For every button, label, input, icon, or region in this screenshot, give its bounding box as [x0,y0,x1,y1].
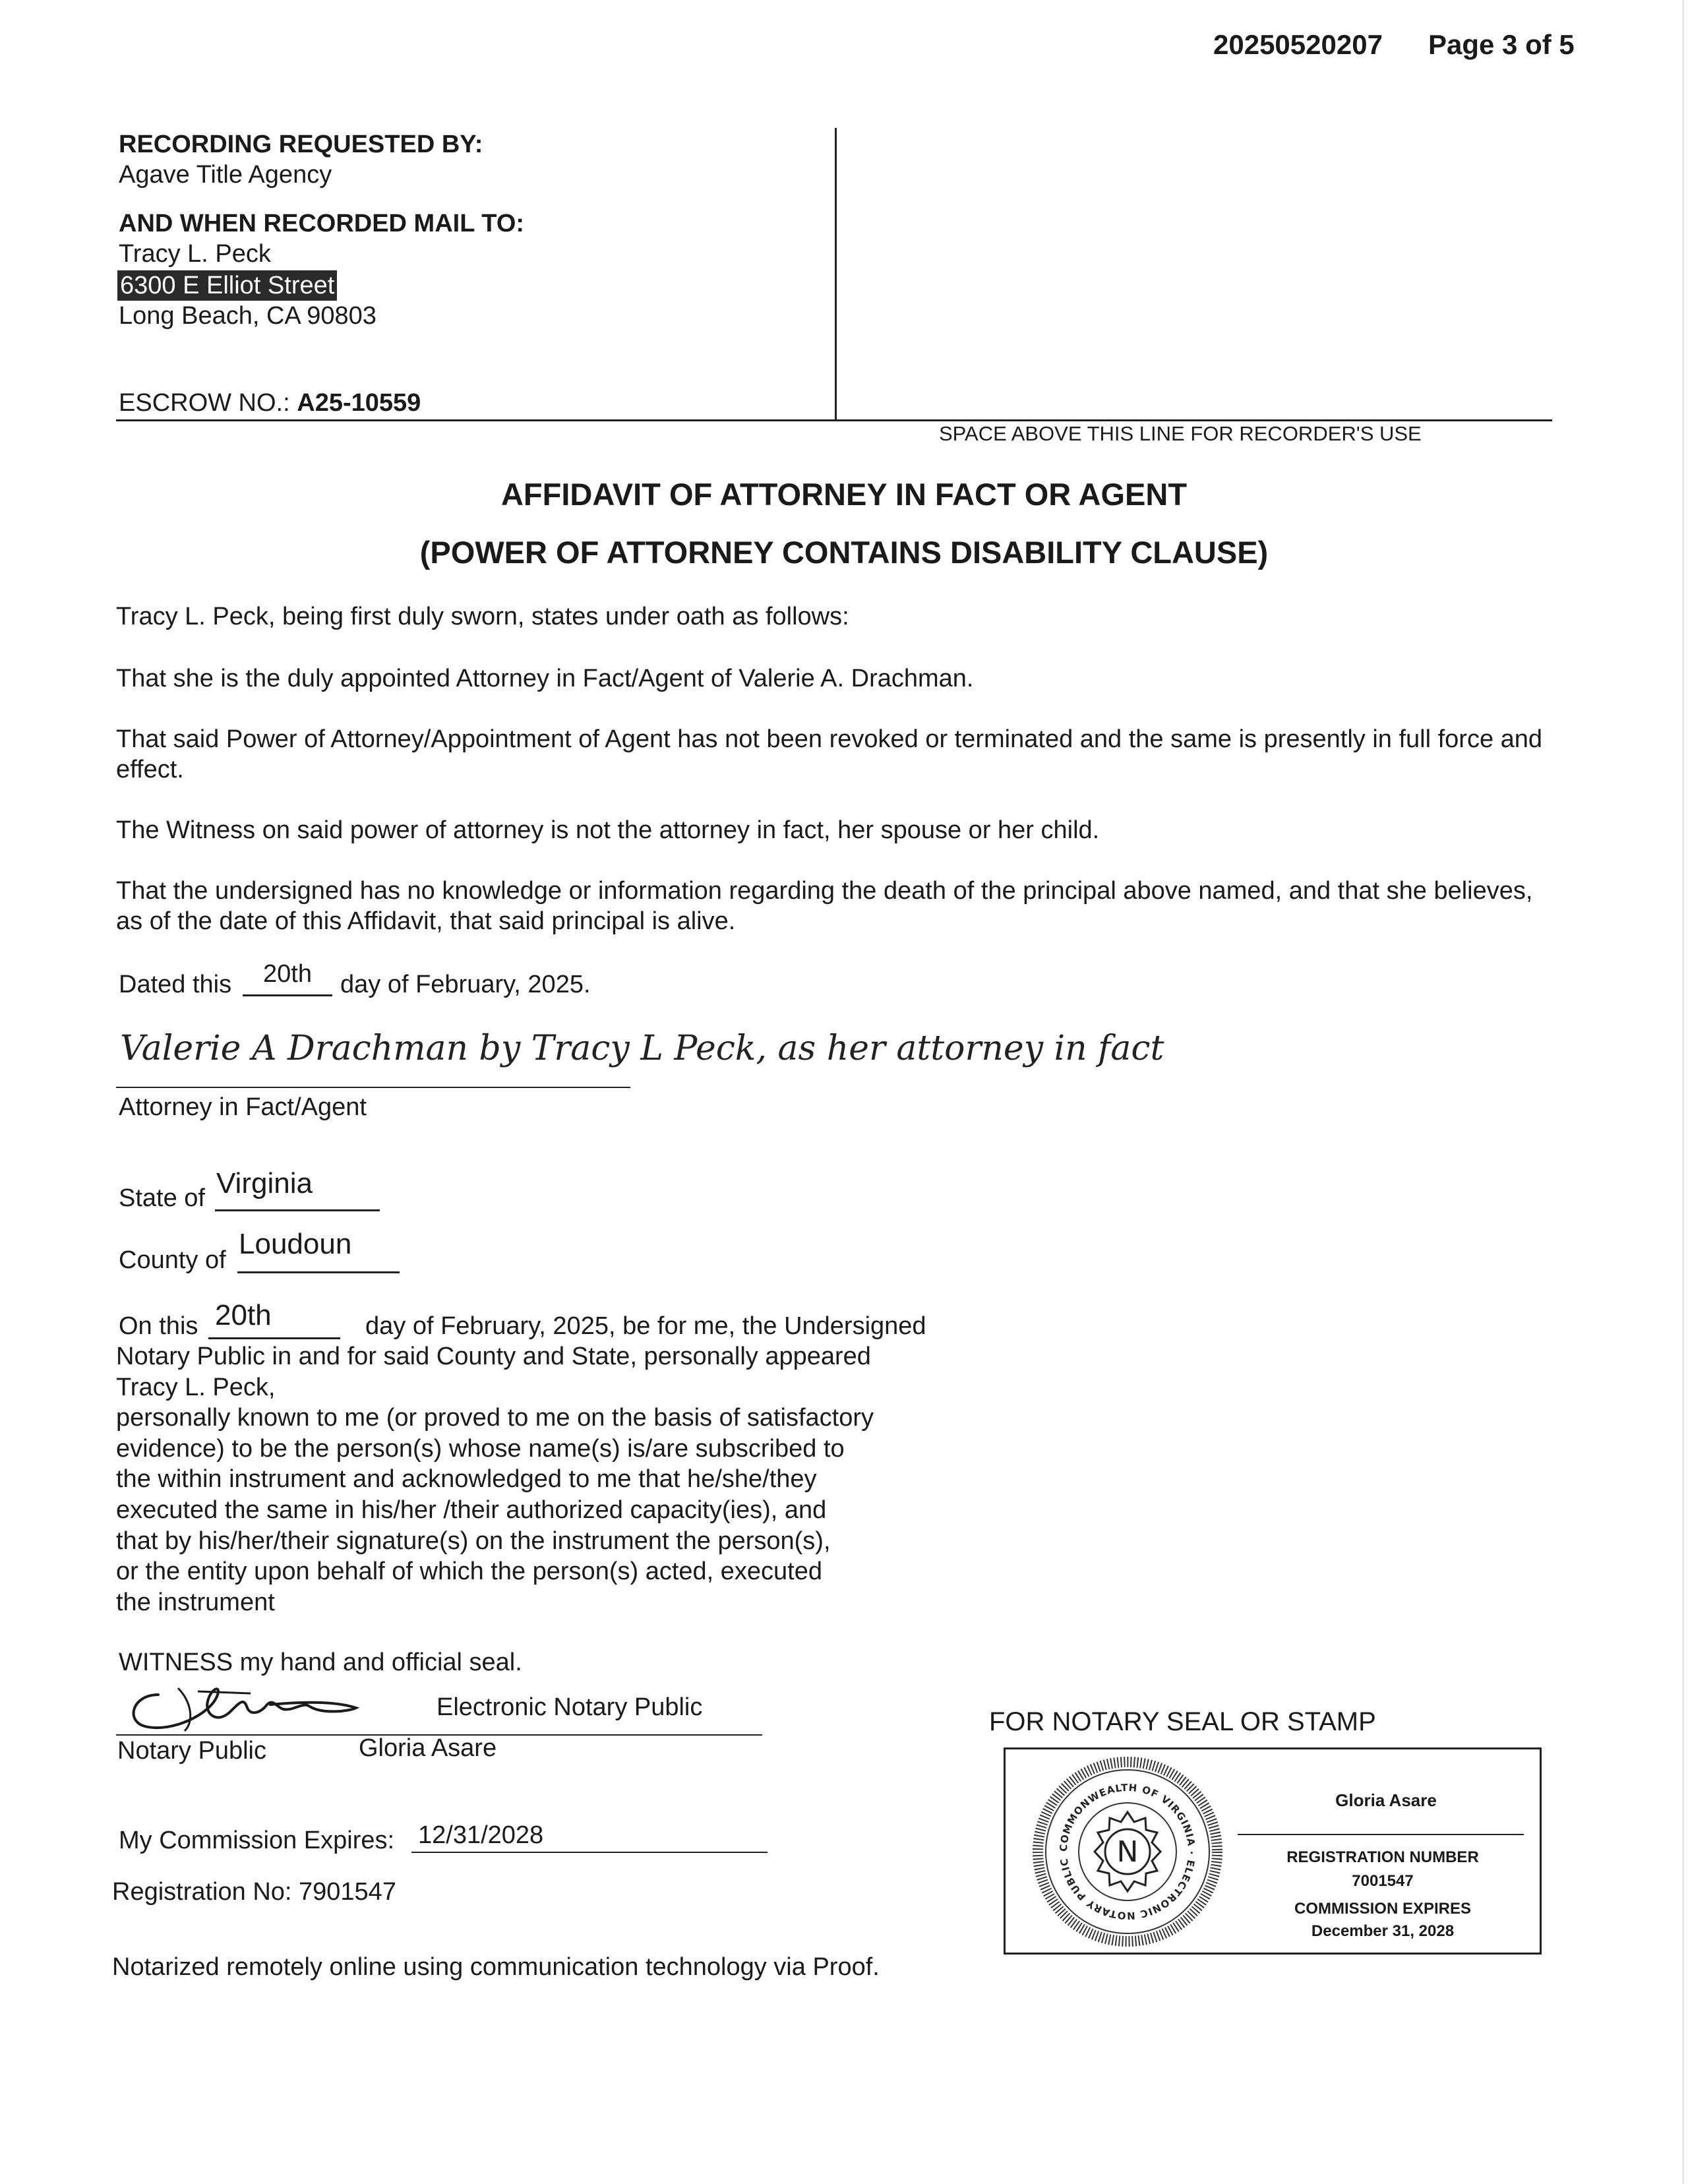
paragraph-alive: That the undersigned has no knowledge or information regarding the death of the principal above named, and that she believes, as of the date of this Affidavit, that said principal is alive. [116,877,1533,935]
page-label: Page 3 of 5 [1428,29,1575,60]
document-subtitle: (POWER OF ATTORNEY CONTAINS DISABILITY CLAUSE) [419,535,1269,570]
mail-to-label: AND WHEN RECORDED MAIL TO: [119,210,525,237]
commission-date: 12/31/2028 [418,1821,544,1849]
notary-type: Electronic Notary Public [437,1693,703,1721]
notary-signature-graphic [119,1675,369,1741]
state-underline [215,1209,380,1211]
document-title: AFFIDAVIT OF ATTORNEY IN FACT OR AGENT [500,477,1188,512]
dated-prefix: Dated this [119,971,232,998]
ack-body [116,1341,973,1618]
ack-line1-suffix: day of February, 2025, be for me, the Undersigned [365,1312,926,1340]
recorder-box-divider [835,128,837,421]
ack-line: the within instrument and acknowledged to me that he/she/they [116,1465,817,1494]
notary-name: Gloria Asare [359,1734,497,1762]
dated-day-underline [243,994,332,996]
remote-notarization-note: Notarized remotely online using communication technology via Proof. [112,1953,880,1981]
seal-divider [1238,1834,1524,1835]
seal-registration-label: REGISTRATION NUMBER [1286,1848,1479,1866]
ack-line: Tracy L. Peck, [116,1373,276,1401]
seal-expiry-date: December 31, 2028 [1311,1922,1455,1940]
commission-underline [411,1852,768,1853]
requested-by-value: Agave Title Agency [119,161,332,189]
paragraph-sworn: Tracy L. Peck, being first duly sworn, states under oath as follows: [116,603,849,630]
escrow-number: A25-10559 [297,389,421,417]
ack-line: personally known to me (or proved to me on the basis of satisfactory [116,1404,874,1432]
signature-caption: Attorney in Fact/Agent [119,1093,367,1121]
notary-public-label: Notary Public [117,1737,266,1765]
paragraph-not-revoked: That said Power of Attorney/Appointment of Agent has not been revoked or terminated and the same is presently in full force and effect. [116,725,1543,783]
seal-expiry-label: COMMISSION EXPIRES [1294,1900,1472,1918]
state-value: Virginia [216,1167,313,1199]
seal-name: Gloria Asare [1335,1790,1437,1810]
county-underline [237,1271,400,1273]
ack-line: the instrument [116,1588,275,1616]
requested-by-label: RECORDING REQUESTED BY: [119,131,483,158]
dated-suffix: day of February, 2025. [340,971,591,998]
ack-line: Notary Public in and for said County and State, personally appeared [116,1343,871,1370]
county-value: Loudoun [239,1228,352,1260]
mail-to-city: Long Beach, CA 90803 [119,302,377,330]
ack-prefix: On this [119,1312,198,1340]
seal-registration-number: 7001547 [1352,1872,1414,1890]
ack-day: 20th [215,1299,272,1331]
document-number: 20250520207 [1213,29,1383,60]
paragraph-appointment: That she is the duly appointed Attorney in Fact/Agent of Valerie A. Drachman. [116,665,974,692]
registration-number: Registration No: 7901547 [112,1878,396,1906]
state-label: State of [119,1184,205,1212]
escrow-number-line [119,388,421,418]
mail-to-name: Tracy L. Peck [119,240,271,268]
attorney-signature: Valerie A Drachman by Tracy L Peck, as her attorney in fact [120,1029,1164,1068]
dated-day: 20th [263,960,312,988]
recorder-note: SPACE ABOVE THIS LINE FOR RECORDER'S USE [939,422,1422,445]
seal-heading: FOR NOTARY SEAL OR STAMP [989,1707,1376,1736]
commission-label: My Commission Expires: [119,1827,395,1854]
witness-statement: WITNESS my hand and official seal. [119,1649,522,1676]
paragraph-witness: The Witness on said power of attorney is not the attorney in fact, her spouse or her child. [116,816,1100,844]
ack-line: or the entity upon behalf of which the person(s) acted, executed [116,1558,822,1586]
notary-seal-emblem [1032,1756,1223,1947]
seal-ring-text: COMMONWEALTH OF VIRGINIA · ELECTRONIC NOTARY PUBLIC [1057,1781,1198,1922]
ack-day-underline [208,1337,340,1339]
escrow-label: ESCROW NO.: [119,389,290,417]
signature-line [116,1087,630,1088]
county-label: County of [119,1246,226,1274]
notary-seal-box [1004,1747,1542,1955]
seal-center-letter: N [1116,1835,1139,1869]
mail-to-street-redacted: 6300 E Elliot Street [117,270,337,301]
ack-line: evidence) to be the person(s) whose name(s) is/are subscribed to [116,1434,845,1463]
ack-line: that by his/her/their signature(s) on the instrument the person(s), [116,1527,831,1555]
recorder-space-line [116,419,1552,421]
ack-line: executed the same in his/her /their authorized capacity(ies), and [116,1496,827,1524]
